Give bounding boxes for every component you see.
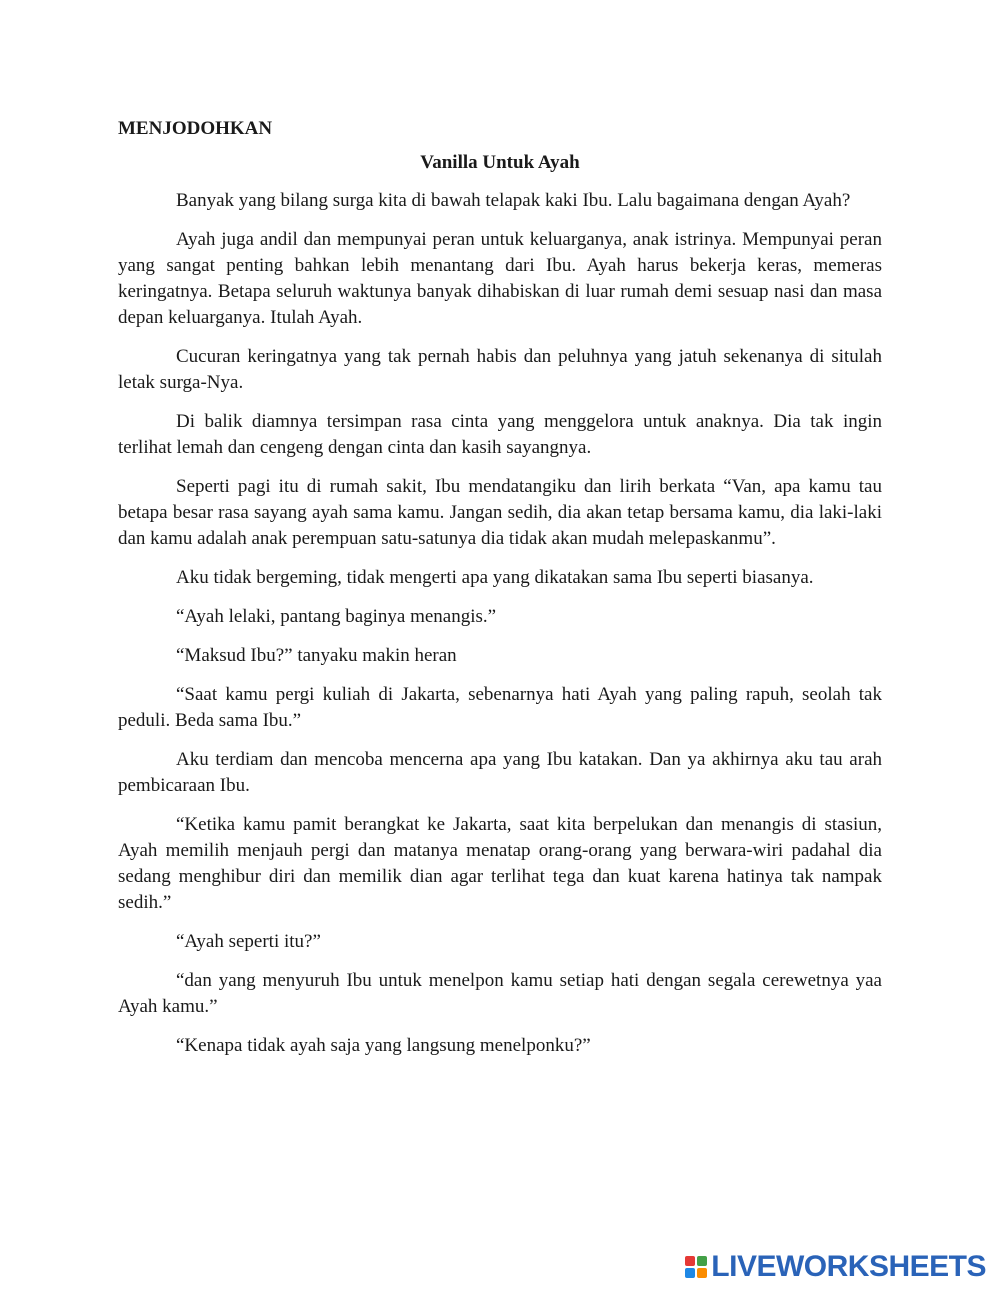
logo-wordmark: LIVEWORKSHEETS <box>711 1250 986 1283</box>
worksheet-page <box>118 116 882 1072</box>
section-heading: MENJODOHKAN <box>118 118 273 139</box>
paragraph: Banyak yang bilang surga kita di bawah telapak kaki Ibu. Lalu bagaimana dengan Ayah? <box>176 190 851 211</box>
paragraph: “Ketika kamu pamit berangkat ke Jakarta, saat kita berpelukan dan menangis di stasiun, Ayah memilih menjauh pergi dan matanya menatap orang-orang yang berwara-wiri padahal dia sedang menghibur diri dan memilik dian agar terlihat tega dan kuat karena hatinya tak nampak sedih.” <box>118 814 882 913</box>
logo-mark-icon <box>685 1256 707 1278</box>
paragraph: “dan yang menyuruh Ibu untuk menelpon kamu setiap hati dengan segala cerewetnya yaa Ayah kamu.” <box>118 970 882 1017</box>
paragraph: Aku tidak bergeming, tidak mengerti apa yang dikatakan sama Ibu seperti biasanya. <box>176 567 814 588</box>
logo-square-e <box>697 1268 707 1278</box>
logo-square-i <box>697 1256 707 1266</box>
paragraph: “Saat kamu pergi kuliah di Jakarta, sebenarnya hati Ayah yang paling rapuh, seolah tak peduli. Beda sama Ibu.” <box>118 684 882 731</box>
logo-square-v <box>685 1268 695 1278</box>
paragraph: Ayah juga andil dan mempunyai peran untuk keluarganya, anak istrinya. Mempunyai peran yang sangat penting bahkan lebih menantang dari Ibu. Ayah harus bekerja keras, memeras keringatnya. Betapa seluruh waktunya banyak dihabiskan di luar rumah demi sesuap nasi dan masa depan keluarganya. Itulah Ayah. <box>118 229 882 328</box>
paragraph: “Ayah lelaki, pantang baginya menangis.” <box>176 606 497 627</box>
paragraph: Di balik diamnya tersimpan rasa cinta yang menggelora untuk anaknya. Dia tak ingin terlihat lemah dan cengeng dengan cinta dan kasih sayangnya. <box>118 411 882 458</box>
liveworksheets-logo <box>685 1250 986 1284</box>
story-title: Vanilla Untuk Ayah <box>420 152 580 173</box>
paragraph: Seperti pagi itu di rumah sakit, Ibu mendatangiku dan lirih berkata “Van, apa kamu tau betapa besar rasa sayang ayah sama kamu. Jangan sedih, dia akan tetap bersama kamu, dia laki-laki dan kamu adalah anak perempuan satu-satunya dia tidak akan mudah melepaskanmu”. <box>118 476 882 549</box>
paragraph: Cucuran keringatnya yang tak pernah habis dan peluhnya yang jatuh sekenanya di situlah letak surga-Nya. <box>118 346 882 393</box>
logo-square-l <box>685 1256 695 1266</box>
paragraph: “Kenapa tidak ayah saja yang langsung menelponku?” <box>176 1035 591 1056</box>
paragraph: Aku terdiam dan mencoba mencerna apa yang Ibu katakan. Dan ya akhirnya aku tau arah pembicaraan Ibu. <box>118 749 882 796</box>
paragraph: “Maksud Ibu?” tanyaku makin heran <box>176 645 457 666</box>
paragraph: “Ayah seperti itu?” <box>176 931 321 952</box>
